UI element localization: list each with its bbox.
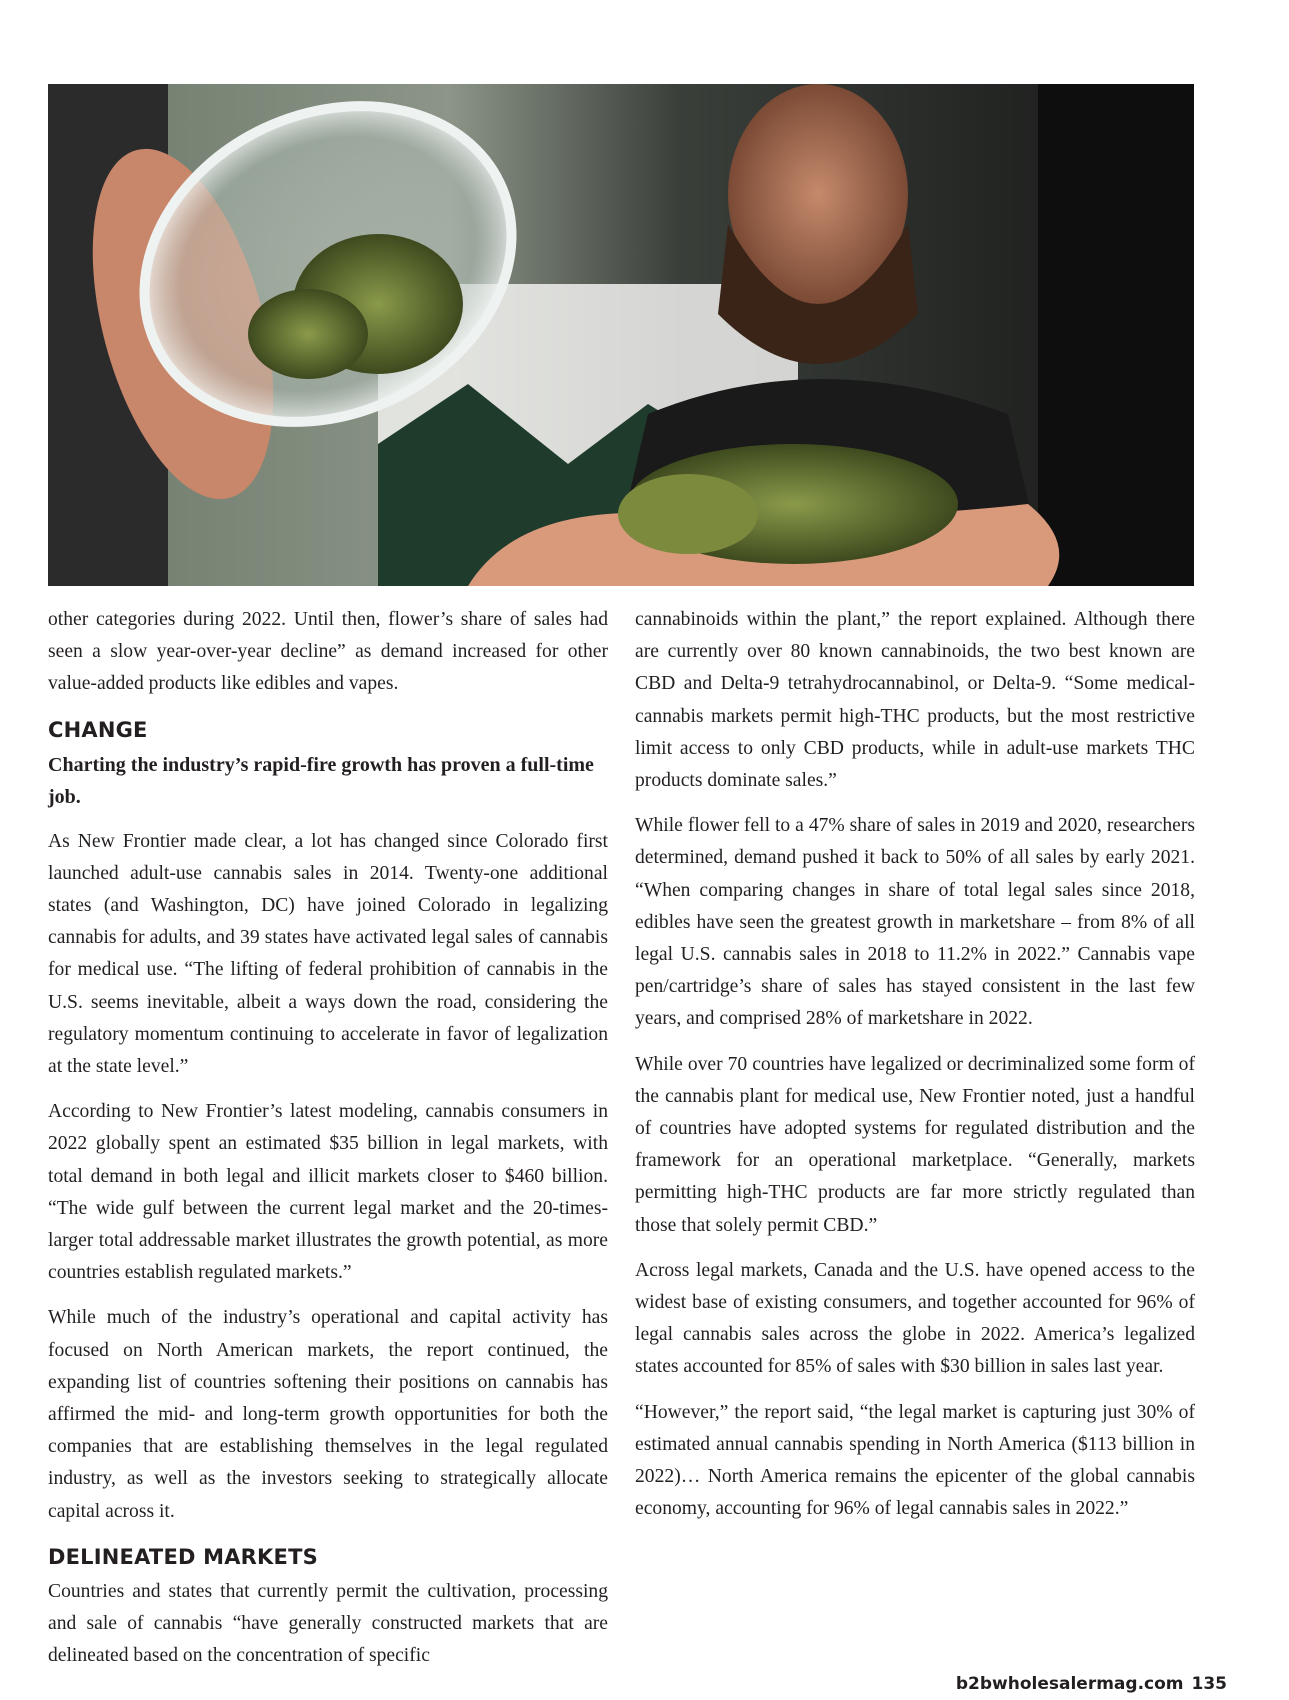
photo-illustration [48,84,1194,586]
body-paragraph: As New Frontier made clear, a lot has changed since Colorado first launched adult-use cannabis sales in 2014. Twenty-one additional states (and Washington, DC) have joined Colorado in legalizing cannabis for adults, and 39 states have activated legal sales of cannabis for medical use. “The lifting of federal prohibition of cannabis in the U.S. seems inevitable, albeit a ways down the road, considering the regulatory momentum continuing to accelerate in favor of legalization at the state level.” [48,830,608,1078]
body-paragraph: cannabinoids within the plant,” the report explained. Although there are currently over 80 known cannabinoids, the two best known are CBD and Delta-9 tetrahydrocannabinol, or Delta-9. “Some medical-cannabis markets permit high-THC products, but the most restrictive limit access to only CBD products, while in adult-use markets THC products dominate sales.” [635,609,1195,792]
page-footer [956,1674,1227,1694]
page-number: 135 [1191,1674,1227,1694]
body-paragraph: While over 70 countries have legalized or decriminalized some form of the cannabis plant for medical use, New Frontier noted, just a handful of countries have adopted systems for regulated distribution and the framework for an operational marketplace. “Generally, markets permitting high-THC products are far more strictly regulated than those that solely permit CBD.” [635,1053,1195,1236]
section-subhead: Charting the industry’s rapid-fire growth has proven a full-time job. [48,753,594,808]
body-paragraph: Across legal markets, Canada and the U.S. have opened access to the widest base of existing consumers, and together accounted for 96% of legal cannabis sales across the globe in 2022. America’s legalized states accounted for 85% of sales with $30 billion in sales last year. [635,1259,1195,1378]
right-column [635,604,1195,1538]
body-paragraph: Countries and states that currently permit the cultivation, processing and sale of cannabis “have generally constructed markets that are delineated based on the concentration of specific [48,1580,608,1667]
cannabis-photo [48,84,1194,586]
body-paragraph: “However,” the report said, “the legal market is capturing just 30% of estimated annual cannabis spending in North America ($113 billion in 2022)… North America remains the epicenter of the global cannabis economy, accounting for 96% of legal cannabis sales in 2022.” [635,1401,1195,1520]
section-heading-change: CHANGE [48,717,148,742]
body-paragraph: According to New Frontier’s latest modeling, cannabis consumers in 2022 globally spent an estimated $35 billion in legal markets, with total demand in both legal and illicit markets closer to $460 billion. “The wide gulf between the current legal market and the 20-times-larger total addressable market illustrates the growth potential, as more countries establish regulated markets.” [48,1101,608,1284]
body-paragraph: While flower fell to a 47% share of sales in 2019 and 2020, researchers determined, demand pushed it back to 50% of all sales by early 2021. “When comparing changes in share of total legal sales since 2018, edibles have seen the greatest growth in marketshare – from 8% of all legal U.S. cannabis sales in 2018 to 11.2% in 2022.” Cannabis vape pen/cartridge’s share of sales has stayed consistent in the last few years, and comprised 28% of marketshare in 2022. [635,815,1195,1030]
body-paragraph: While much of the industry’s operational and capital activity has focused on North American markets, the report continued, the expanding list of countries softening their positions on cannabis has affirmed the mid- and long-term growth opportunities for both the companies that are establishing themselves in the legal regulated industry, as well as the investors seeking to strategically allocate capital across it. [48,1307,608,1522]
intro-paragraph: other categories during 2022. Until then, flower’s share of sales had seen a slow year-over-year decline” as demand increased for other value-added products like edibles and vapes. [48,609,608,695]
left-column [48,604,608,1672]
section-heading-delineated-markets: DELINEATED MARKETS [48,1544,318,1569]
footer-site: b2bwholesalermag.com [955,1674,1184,1694]
